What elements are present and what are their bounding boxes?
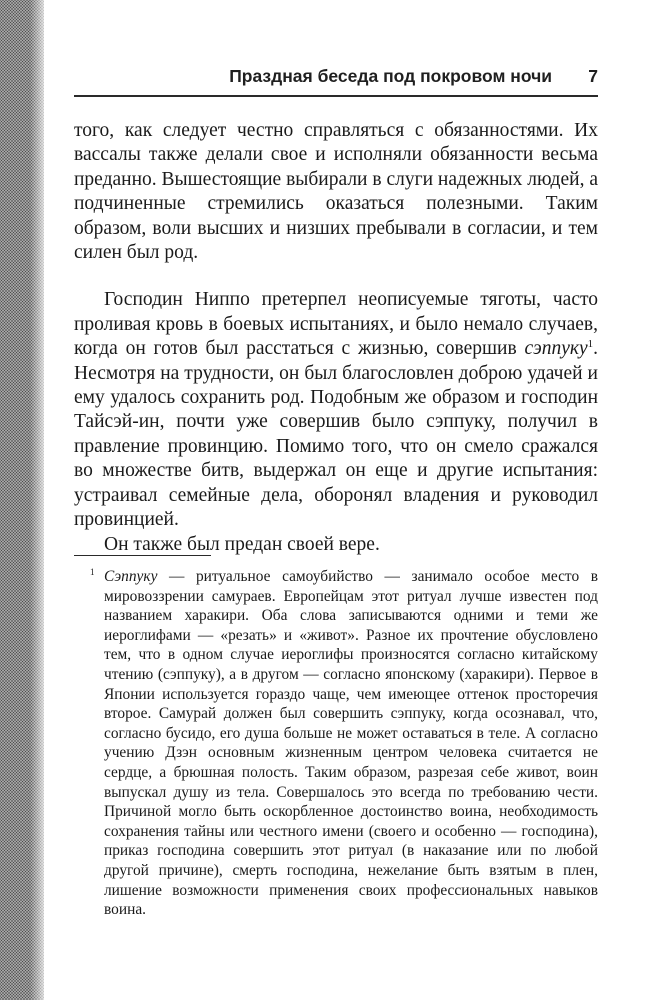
halftone-fade — [30, 0, 50, 1000]
seppuku-term: сэппуку — [524, 338, 588, 360]
footnote-reference[interactable]: 1 — [587, 338, 594, 351]
footnote-1: 1 Сэппуку — ритуальное самоубийство — занимало особое место в мировоззрении самураев. Европейцам этот ритуал лучше известен под названием харакири. Оба слова записываются одними и теми же иероглифами — «резать» и «живот». Разное их прочтение обусловлено тем, что в одном случае иероглифы произносятся согласно китайскому чтению (сэппуку), а в другом — согласно японскому (харакири). Первое в Японии используется гораздо чаще, чем имеющее оттенок просторечия второе. Самурай должен был совершить сэппуку, когда осознавал, что, согласно бусидо, его душа больше не может оставаться в теле. А согласно учению Дзэн основным жизненным центром человека считается не сердце, а брюшная полость. Таким образом, разрезая себе живот, воин выпускал душу из тела. Совершалось это всегда по требованию чести. Причиной могло быть оскорбленное достоинство воина, необходимость сохранения тайны или честного имени (своего и особенно — господина), приказ господина совершить этот ритуал (в наказание или по любой другой причине), смерть господина, нежелание быть взятым в плен, лишение возможности применения своих профессиональных навыков воина. — [90, 567, 598, 919]
running-head-rule — [74, 95, 598, 97]
footnote-term: Сэппуку — [104, 568, 158, 585]
paragraph-1: того, как следует честно справляться с обязанностями. Их вассалы также делали свое и исполняли обязанности весьма преданно. Вышестоящие выбирали в слуги надежных людей, а подчиненные стремились оказаться полезными. Таким образом, воли высших и низших пребывали в согласии, и тем силен был род. — [74, 120, 598, 264]
running-head — [74, 66, 598, 92]
paragraph-2 — [74, 288, 598, 532]
main-text — [74, 119, 598, 557]
paragraph-2-text-start: Господин Ниппо претерпел неописуемые тяготы, часто проливая кровь в боевых испытаниях, и было немало случаев, когда он готов был расстаться с жизнью, совершив — [74, 289, 598, 360]
footnote-rule — [74, 555, 211, 556]
footnote — [74, 567, 598, 920]
paragraph-2-text-end: . Несмотря на трудности, он был благословлен доброю удачей и ему удалось сохранить род. Подобным же образом и господин Тайсэй-ин, почти уже совершив было сэппуку, получил в правление провинцию. Помимо того, что он смело сражался во множестве битв, выдержал он еще и другие испытания: устраивал семейные дела, оборонял владения и руководил провинцией. — [74, 338, 598, 531]
running-head-title: Праздная беседа под покровом ночи — [229, 66, 552, 86]
page-number: 7 — [588, 66, 598, 86]
footnote-text: — ритуальное самоубийство — занимало особое место в мировоззрении самураев. Европейцам этот ритуал лучше известен под названием харакири. Оба слова записываются одними и теми же иероглифами — «резать» и «живот». Разное их прочтение обусловлено тем, что в одном случае иероглифы произносятся согласно китайскому чтению (сэппуку), а в другом — согласно японскому (харакири). Первое в Японии используется гораздо чаще, чем имеющее оттенок просторечия второе. Самурай должен был совершить сэппуку, когда осознавал, что, согласно бусидо, его душа больше не может оставаться в теле. А согласно учению Дзэн основным жизненным центром человека считается не сердце, а брюшная полость. Таким образом, разрезая себе живот, воин выпускал душу из тела. Совершалось это всегда по требованию чести. Причиной могло быть оскорбленное достоинство воина, необходимость сохранения тайны или честного имени (своего и особенно — господина), приказ господина совершить этот ритуал (в наказание или по любой другой причине), смерть господина, нежелание быть взятым в плен, лишение возможности применения своих профессиональных навыков воина. — [104, 568, 598, 919]
paragraph-3: Он также был предан своей вере. — [104, 533, 380, 555]
